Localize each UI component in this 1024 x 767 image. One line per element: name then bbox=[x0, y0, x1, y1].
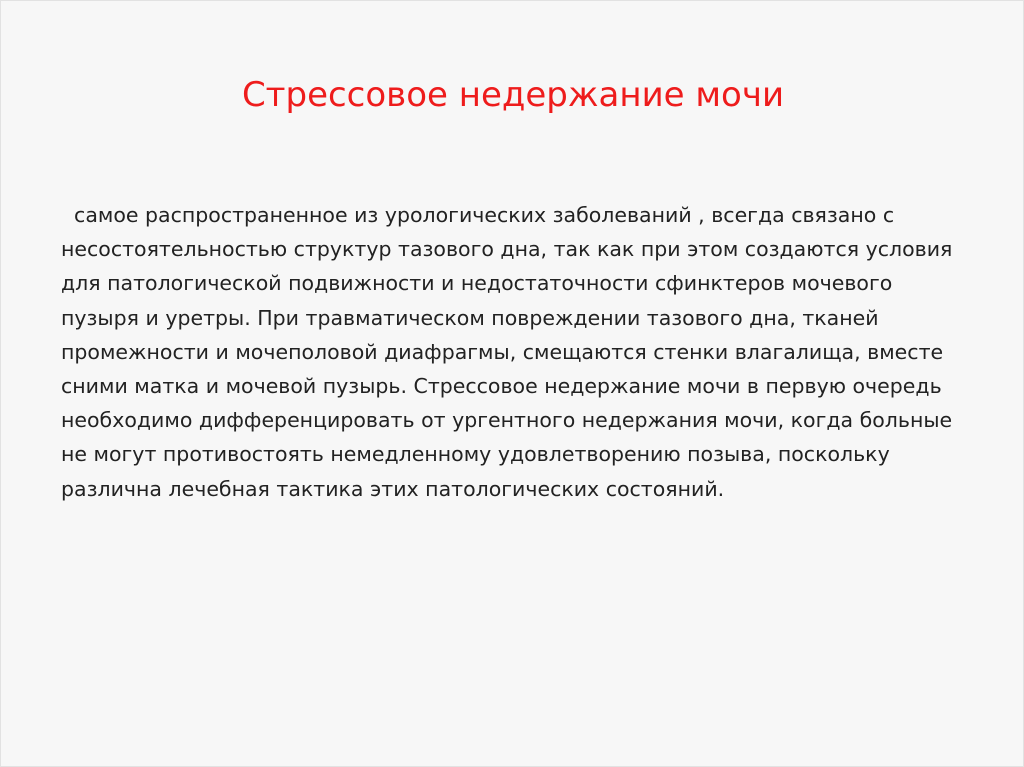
slide-body-text: самое распространенное из урологических заболеваний , всегда связано с несостоятельностью структур тазового дна, так как при этом создаются условия для патологической подвижности и недостаточности сфинктеров мочевого пузыря и уретры. При травматическом повреждении тазового дна, тканей промежности и мочеполовой диафрагмы, смещаются стенки влагалища, вместе сними матка и мочевой пузырь. Стрессовое недержание мочи в первую очередь необходимо дифференцировать от ургентного недержания мочи, когда больные не могут противостоять немедленному удовлетворению позыва, поскольку различна лечебная тактика этих патологических состояний. bbox=[61, 203, 959, 501]
slide-title: Стрессовое недержание мочи bbox=[241, 75, 785, 115]
